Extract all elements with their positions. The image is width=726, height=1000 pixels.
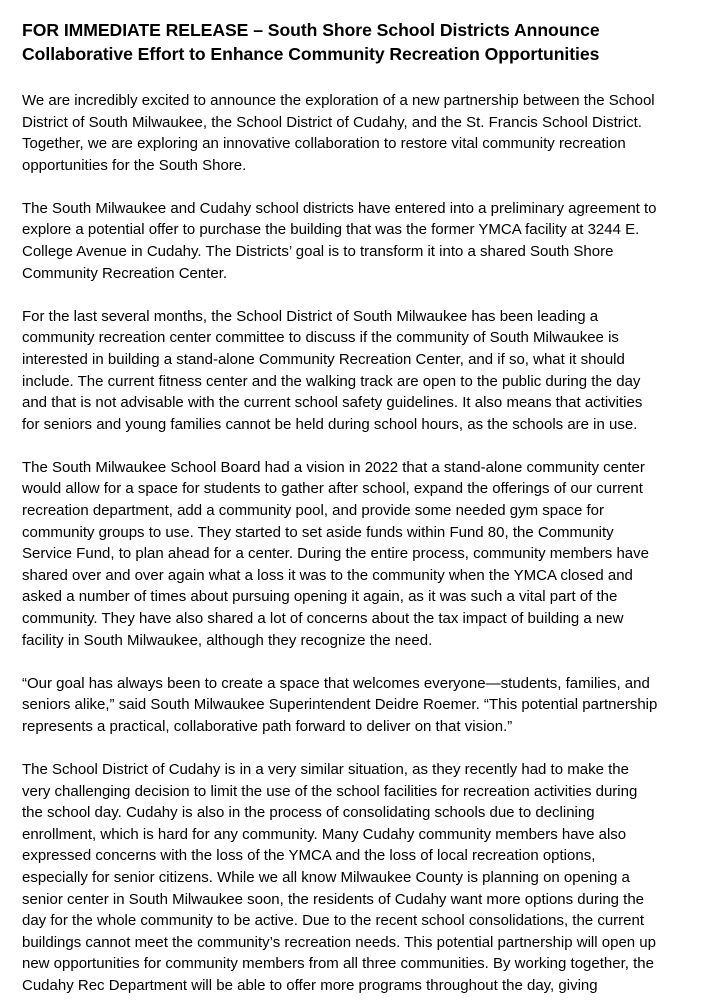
text-line: shared over and over again what a loss it was to the community when the YMCA closed and — [22, 566, 633, 584]
text-line: very challenging decision to limit the use of the school facilities for recreation activities during — [22, 782, 638, 800]
text-line: Together, we are exploring an innovative collaboration to restore vital community recreation — [22, 135, 626, 153]
paragraph-cudahy-situation — [22, 759, 708, 997]
text-line: The South Milwaukee School Board had a vision in 2022 that a stand-alone community center — [22, 458, 645, 476]
paragraph-preliminary-agreement — [22, 198, 708, 284]
text-line: enrollment, which is hard for any community. Many Cudahy community members have also — [22, 825, 627, 843]
text-line: represents a practical, collaborative path forward to deliver on that vision.” — [22, 717, 513, 735]
text-line: “Our goal has always been to create a space that welcomes everyone—students, families, and — [22, 674, 650, 692]
paragraph-superintendent-quote — [22, 673, 708, 738]
text-line: We are incredibly excited to announce the exploration of a new partnership between the School — [22, 92, 655, 109]
text-line: especially for senior citizens. While we all know Milwaukee County is planning on opening a — [22, 868, 630, 886]
text-line: facility in South Milwaukee, although they recognize the need. — [22, 631, 433, 649]
text-line: For the last several months, the School District of South Milwaukee has been leading a — [22, 307, 599, 325]
text-line: expressed concerns with the loss of the YMCA and the loss of local recreation options, — [22, 847, 596, 865]
text-line: Service Fund, to plan ahead for a center. During the entire process, community members have — [22, 545, 649, 563]
text-line: buildings cannot meet the community’s recreation needs. This potential partnership will open up — [22, 933, 656, 951]
title-line: Collaborative Effort to Enhance Community Recreation Opportunities — [22, 44, 600, 64]
press-release-title — [22, 18, 708, 66]
text-line: District of South Milwaukee, the School District of Cudahy, and the St. Francis School District. — [22, 113, 642, 131]
text-line: include. The current fitness center and the walking track are open to the public during the day — [22, 372, 641, 390]
text-line: explore a potential offer to purchase the building that was the former YMCA facility at 3244 E. — [22, 221, 640, 239]
text-line: College Avenue in Cudahy. The Districts’ goal is to transform it into a shared South Shore — [22, 243, 614, 261]
title-line: FOR IMMEDIATE RELEASE – South Shore School Districts Announce — [22, 20, 600, 40]
text-line: The School District of Cudahy is in a very similar situation, as they recently had to make the — [22, 760, 629, 778]
paragraph-partnership-announcement — [22, 90, 708, 176]
text-line: for seniors and young families cannot be held during school hours, as the schools are in use. — [22, 415, 638, 433]
text-line: community. They have also shared a lot of concerns about the tax impact of building a new — [22, 609, 624, 627]
text-line: The South Milwaukee and Cudahy school districts have entered into a preliminary agreement to — [22, 199, 657, 217]
paragraph-committee — [22, 306, 708, 436]
text-line: recreation department, add a community pool, and provide some needed gym space for — [22, 502, 604, 519]
text-line: day for the whole community to be active. Due to the recent school consolidations, the current — [22, 912, 645, 930]
text-line: the school day. Cudahy is also in the process of consolidating schools due to declining — [22, 804, 595, 822]
text-line: Community Recreation Center. — [22, 264, 228, 282]
text-line: seniors alike,” said South Milwaukee Superintendent Deidre Roemer. “This potential partnership — [22, 696, 658, 714]
text-line: new opportunities for community members from all three communities. By working together, the — [22, 955, 654, 973]
text-line: community groups to use. They started to set aside funds within Fund 80, the Community — [22, 523, 614, 541]
text-line: opportunities for the South Shore. — [22, 156, 247, 174]
paragraph-school-board-vision — [22, 457, 708, 651]
text-line: Cudahy Rec Department will be able to offer more programs throughout the day, giving — [22, 976, 598, 994]
text-line: interested in building a stand-alone Community Recreation Center, and if so, what it should — [22, 350, 625, 368]
text-line: and that is not advisable with the current school safety guidelines. It also means that activities — [22, 394, 643, 412]
text-line: community recreation center committee to discuss if the community of South Milwaukee is — [22, 329, 619, 347]
text-line: senior center in South Milwaukee soon, the residents of Cudahy want more options during the — [22, 890, 645, 908]
text-line: would allow for a space for students to gather after school, expand the offerings of our current — [22, 480, 643, 498]
text-line: asked a number of times about pursuing opening it again, as it was such a vital part of the — [22, 588, 618, 606]
